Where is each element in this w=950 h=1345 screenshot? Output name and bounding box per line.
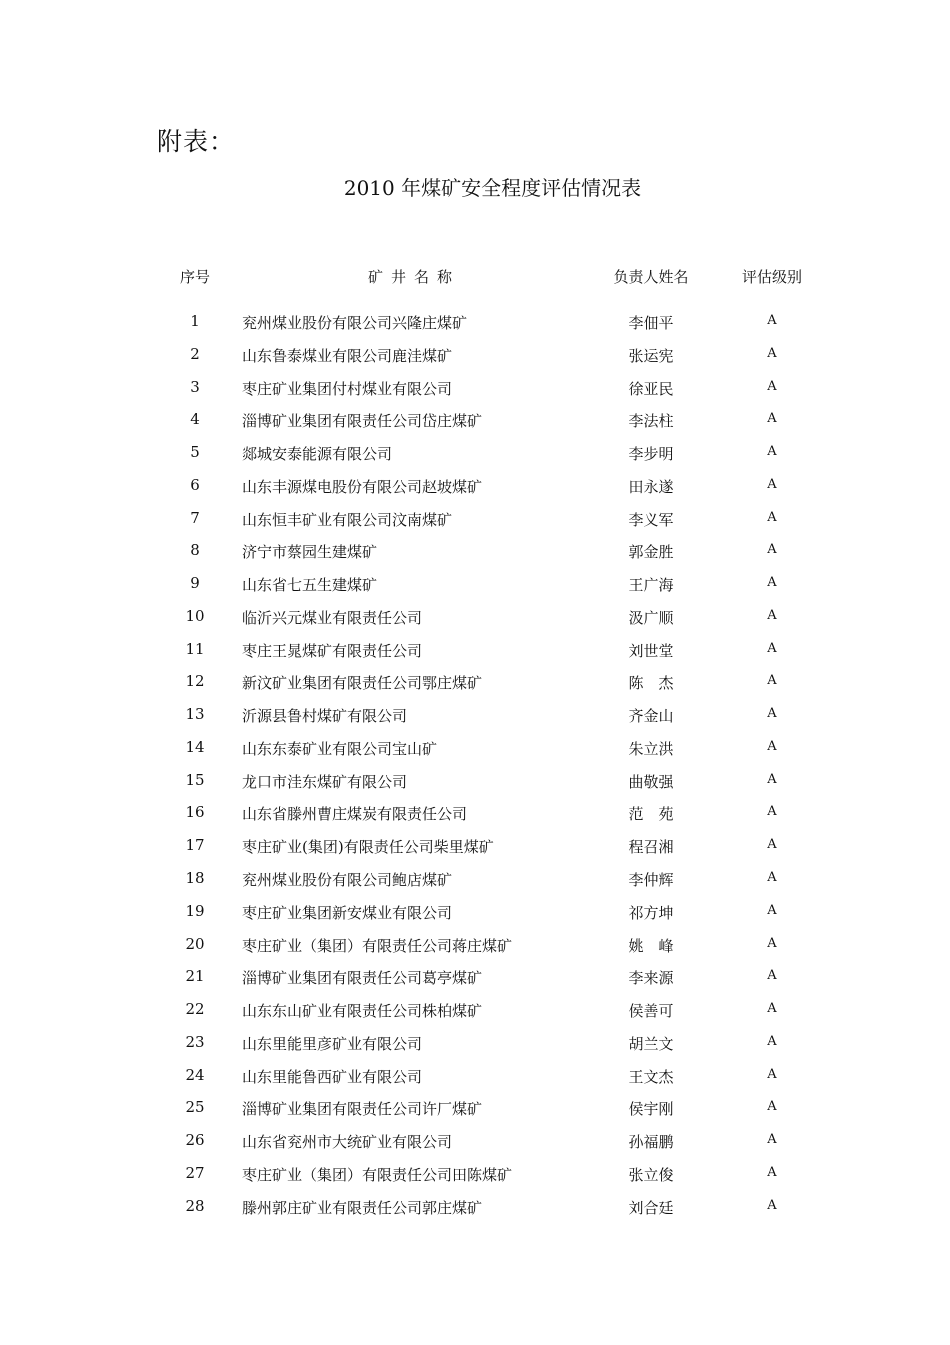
row-level: A — [767, 313, 777, 328]
row-mine-name: 山东省七五生建煤矿 — [242, 576, 378, 595]
table-row — [0, 410, 950, 443]
row-head-name: 郭金胜 — [628, 543, 674, 562]
row-level: A — [767, 673, 777, 689]
row-head-name: 姚 峰 — [628, 936, 674, 955]
row-level: A — [767, 411, 777, 427]
row-no: 21 — [185, 967, 205, 986]
row-level: A — [767, 509, 777, 525]
table-row — [0, 836, 950, 869]
row-no: 13 — [185, 705, 205, 724]
row-no: 28 — [185, 1196, 205, 1215]
row-level: A — [767, 935, 777, 951]
row-level: A — [767, 444, 777, 460]
header-name: 矿井名称 — [368, 268, 461, 286]
row-no: 20 — [185, 934, 205, 953]
row-head-name: 范 苑 — [628, 805, 674, 824]
row-mine-name: 枣庄王晁煤矿有限责任公司 — [242, 641, 423, 660]
row-level: A — [767, 345, 777, 361]
table-row — [0, 738, 950, 771]
row-head-name: 李步明 — [628, 445, 674, 464]
table-row — [0, 378, 950, 411]
table-row — [0, 443, 950, 476]
row-mine-name: 枣庄矿业集团付村煤业有限公司 — [242, 379, 453, 398]
row-mine-name: 山东省兖州市大统矿业有限公司 — [242, 1133, 453, 1152]
table-row — [0, 1000, 950, 1033]
row-no: 17 — [185, 836, 205, 855]
table-row — [0, 1098, 950, 1131]
row-level: A — [767, 640, 777, 656]
row-mine-name: 枣庄矿业（集团）有限责任公司蒋庄煤矿 — [242, 936, 513, 955]
row-no: 25 — [185, 1098, 205, 1117]
row-no: 6 — [190, 475, 200, 494]
table-row — [0, 967, 950, 1000]
row-level: A — [767, 870, 777, 886]
row-level: A — [767, 837, 777, 853]
row-level: A — [767, 1033, 777, 1049]
row-level: A — [767, 902, 777, 918]
table-row — [0, 869, 950, 902]
header-head: 负责人姓名 — [613, 268, 689, 286]
row-mine-name: 济宁市蔡园生建煤矿 — [242, 543, 378, 562]
table-row — [0, 1131, 950, 1164]
row-level: A — [767, 804, 777, 820]
table-row — [0, 509, 950, 542]
row-level: A — [767, 738, 777, 754]
row-mine-name: 山东鲁泰煤业有限公司鹿洼煤矿 — [242, 346, 453, 365]
page-title: 2010 年煤矿安全程度评估情况表 — [343, 176, 642, 200]
row-no: 4 — [190, 410, 200, 429]
row-no: 12 — [185, 672, 205, 691]
row-mine-name: 临沂兴元煤业有限责任公司 — [242, 608, 423, 627]
row-mine-name: 山东东泰矿业有限公司宝山矿 — [242, 739, 438, 758]
row-head-name: 程召湘 — [628, 838, 674, 857]
row-level: A — [767, 1132, 777, 1148]
row-level: A — [767, 378, 777, 394]
row-mine-name: 枣庄矿业(集团)有限责任公司柴里煤矿 — [242, 838, 494, 857]
row-no: 26 — [185, 1131, 205, 1150]
row-no: 24 — [185, 1065, 205, 1084]
row-no: 9 — [190, 574, 200, 593]
row-head-name: 李佃平 — [628, 314, 674, 332]
row-mine-name: 山东恒丰矿业有限公司汶南煤矿 — [242, 510, 453, 529]
row-no: 7 — [190, 508, 200, 527]
row-head-name: 侯宇刚 — [628, 1100, 674, 1119]
table-row — [0, 1066, 950, 1099]
row-no: 11 — [185, 639, 205, 658]
row-no: 16 — [185, 803, 205, 822]
table-row — [0, 902, 950, 935]
row-level: A — [767, 476, 777, 492]
row-level: A — [767, 1066, 777, 1082]
row-head-name: 刘世堂 — [628, 641, 674, 660]
header-level: 评估级别 — [741, 268, 802, 286]
row-level: A — [767, 706, 777, 722]
table-row — [0, 771, 950, 804]
row-head-name: 曲敬强 — [628, 772, 674, 791]
row-no: 14 — [185, 737, 205, 756]
row-level: A — [767, 1099, 777, 1115]
table-row — [0, 574, 950, 607]
row-head-name: 田永遂 — [628, 477, 674, 496]
table-row — [0, 705, 950, 738]
appendix-label: 附表： — [157, 127, 236, 156]
table-row — [0, 345, 950, 378]
row-head-name: 齐金山 — [628, 707, 674, 726]
row-mine-name: 新汶矿业集团有限责任公司鄂庄煤矿 — [242, 674, 483, 693]
table-row — [0, 803, 950, 836]
row-head-name: 徐亚民 — [628, 379, 674, 398]
row-head-name: 李义军 — [628, 510, 674, 529]
row-mine-name: 兖州煤业股份有限公司鲍店煤矿 — [242, 871, 453, 890]
row-head-name: 孙福鹏 — [628, 1133, 674, 1152]
table-row — [0, 1164, 950, 1197]
row-no: 19 — [185, 901, 205, 920]
row-mine-name: 淄博矿业集团有限责任公司岱庄煤矿 — [242, 412, 483, 431]
row-head-name: 王文杰 — [628, 1067, 674, 1086]
row-mine-name: 淄博矿业集团有限责任公司许厂煤矿 — [242, 1100, 483, 1119]
row-no: 8 — [190, 541, 200, 560]
row-no: 22 — [185, 1000, 205, 1019]
row-mine-name: 龙口市洼东煤矿有限公司 — [242, 772, 408, 791]
table-row — [0, 607, 950, 640]
row-no: 5 — [190, 443, 200, 462]
row-no: 18 — [185, 869, 205, 888]
row-level: A — [767, 1001, 777, 1017]
row-level: A — [767, 1197, 777, 1213]
row-mine-name: 枣庄矿业（集团）有限责任公司田陈煤矿 — [242, 1165, 513, 1184]
row-no: 27 — [185, 1163, 205, 1182]
table-row — [0, 1197, 950, 1230]
row-level: A — [767, 968, 777, 984]
row-level: A — [767, 542, 777, 558]
table-header — [0, 266, 950, 288]
header-no: 序号 — [179, 268, 210, 286]
row-head-name: 李仲辉 — [628, 871, 674, 890]
row-head-name: 胡兰文 — [628, 1034, 674, 1053]
row-no: 1 — [190, 312, 200, 330]
table-row — [0, 312, 950, 345]
row-head-name: 李来源 — [628, 969, 674, 988]
row-head-name: 张立俊 — [628, 1165, 674, 1184]
row-mine-name: 山东东山矿业有限责任公司株柏煤矿 — [242, 1002, 483, 1021]
row-head-name: 朱立洪 — [628, 739, 674, 758]
row-mine-name: 滕州郭庄矿业有限责任公司郭庄煤矿 — [242, 1198, 483, 1217]
row-level: A — [767, 1164, 777, 1180]
table-row — [0, 1033, 950, 1066]
row-head-name: 陈 杰 — [628, 674, 674, 693]
row-no: 10 — [185, 606, 205, 625]
row-mine-name: 郯城安泰能源有限公司 — [242, 445, 393, 464]
table-row — [0, 476, 950, 509]
row-head-name: 李法柱 — [628, 412, 674, 431]
row-level: A — [767, 575, 777, 591]
row-mine-name: 兖州煤业股份有限公司兴隆庄煤矿 — [242, 314, 468, 332]
row-mine-name: 沂源县鲁村煤矿有限公司 — [242, 707, 408, 726]
row-level: A — [767, 771, 777, 787]
table-body — [0, 312, 950, 1229]
row-mine-name: 山东里能里彦矿业有限公司 — [242, 1034, 423, 1053]
row-mine-name: 山东里能鲁西矿业有限公司 — [242, 1067, 423, 1086]
row-head-name: 王广海 — [628, 576, 674, 595]
table-row — [0, 640, 950, 673]
table-row — [0, 541, 950, 574]
row-mine-name: 淄博矿业集团有限责任公司葛亭煤矿 — [242, 969, 483, 988]
row-level: A — [767, 607, 777, 623]
row-mine-name: 枣庄矿业集团新安煤业有限公司 — [242, 903, 453, 922]
table-row — [0, 672, 950, 705]
row-mine-name: 山东丰源煤电股份有限公司赵坡煤矿 — [242, 477, 483, 496]
row-no: 15 — [185, 770, 205, 789]
row-head-name: 刘合廷 — [628, 1198, 674, 1217]
row-no: 23 — [185, 1032, 205, 1051]
row-no: 3 — [190, 377, 200, 396]
row-head-name: 侯善可 — [628, 1002, 674, 1021]
table-row — [0, 935, 950, 968]
row-head-name: 张运宪 — [628, 346, 674, 365]
row-mine-name: 山东省滕州曹庄煤炭有限责任公司 — [242, 805, 468, 824]
row-head-name: 汲广顺 — [628, 608, 674, 627]
row-no: 2 — [190, 344, 200, 363]
row-head-name: 祁方坤 — [628, 903, 674, 922]
